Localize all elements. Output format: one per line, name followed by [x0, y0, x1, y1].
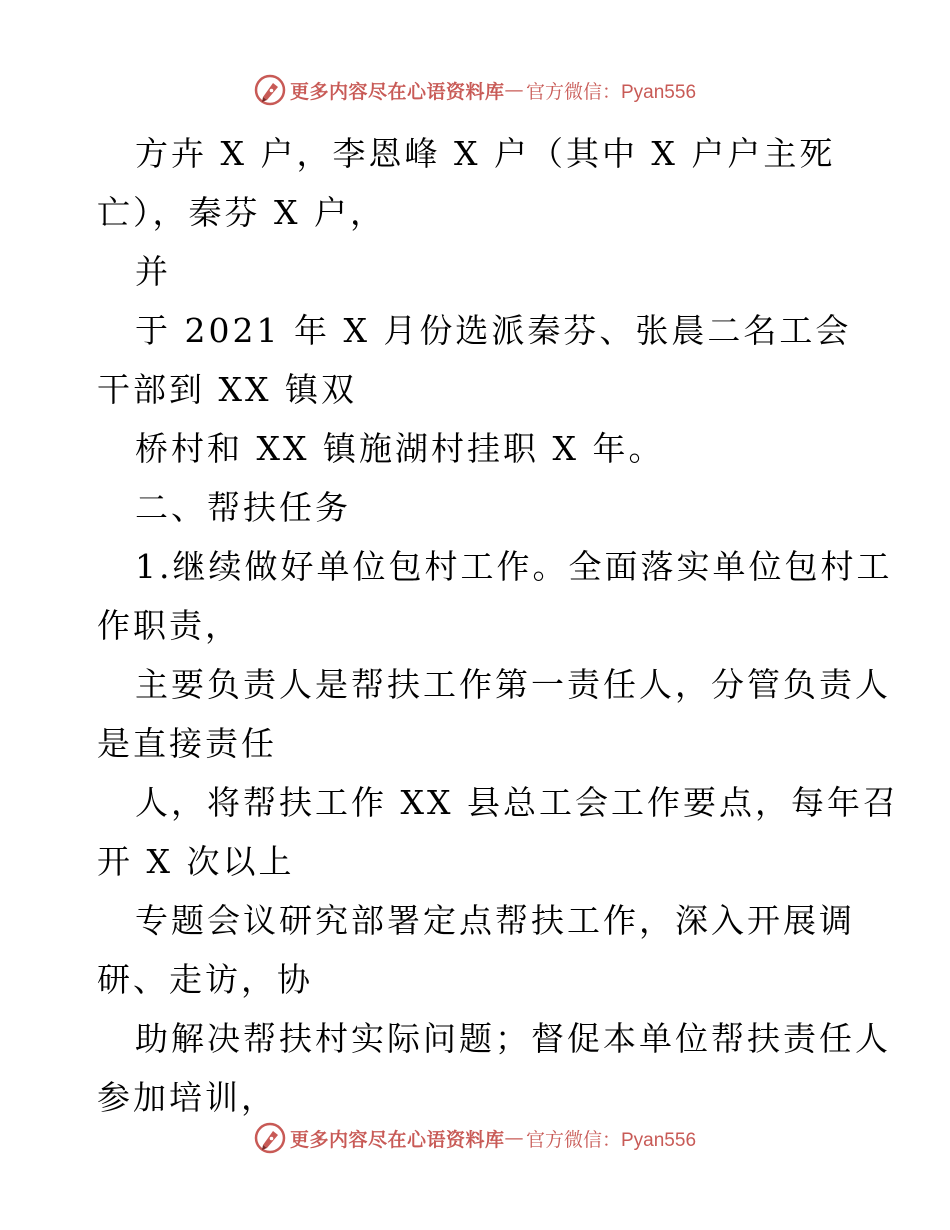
text-line: 作职责， [97, 606, 241, 645]
footer-banner [0, 1118, 950, 1158]
banner-site-text: 更多内容尽在心语资料库 [289, 1128, 505, 1151]
document-body [97, 124, 899, 1127]
banner-wechat-label: 官方微信： [525, 80, 621, 103]
text-line: 人，将帮扶工作 XX 县总工会工作要点，每年召 [135, 783, 899, 822]
header-banner [0, 70, 950, 110]
text-line: 桥村和 XX 镇施湖村挂职 X 年。 [135, 429, 665, 468]
text-line: 主要负责人是帮扶工作第一责任人，分管负责人 [135, 665, 891, 704]
text-line: 开 X 次以上 [97, 842, 295, 881]
banner-wechat [526, 1125, 696, 1152]
text-line: 助解决帮扶村实际问题；督促本单位帮扶责任人 [135, 1019, 891, 1058]
text-line: 于 2021 年 X 月份选派秦芬、张晨二名工会 [135, 311, 852, 350]
text-line: 方卉 X 户，李恩峰 X 户（其中 X 户户主死 [135, 134, 836, 173]
banner-site-text: 更多内容尽在心语资料库 [289, 80, 505, 103]
fountain-pen-nib-icon [254, 1122, 286, 1154]
text-line: 是直接责任 [97, 724, 277, 763]
text-line: 1.继续做好单位包村工作。全面落实单位包村工 [135, 547, 893, 586]
banner-wechat-id: Pyan556 [621, 1129, 697, 1151]
text-line: 专题会议研究部署定点帮扶工作，深入开展调 [135, 901, 855, 940]
text-line: 研、走访，协 [97, 960, 313, 999]
banner-wechat-id: Pyan556 [621, 81, 697, 103]
banner-wechat [526, 77, 696, 104]
banner-separator: — [504, 1127, 524, 1149]
text-line: 二、帮扶任务 [135, 488, 351, 527]
banner-wechat-label: 官方微信： [525, 1128, 621, 1151]
text-line: 并 [135, 252, 171, 291]
fountain-pen-nib-icon [254, 74, 286, 106]
text-line: 亡），秦芬 X 户， [97, 193, 386, 232]
text-line: 参加培训， [97, 1078, 277, 1117]
text-line: 干部到 XX 镇双 [97, 370, 357, 409]
banner-separator: — [504, 79, 524, 101]
